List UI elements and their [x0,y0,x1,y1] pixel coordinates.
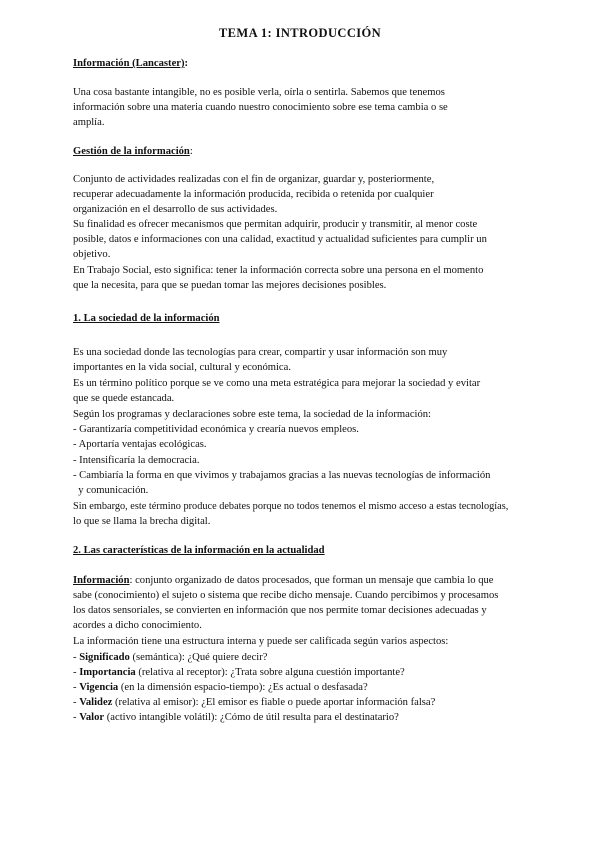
section1-bullet: y comunicación. [73,485,149,496]
section2-heading-text: 2. Las características de la información en la actualidad [73,545,325,556]
gestion-line: que la necesita, para que se puedan tomar las mejores decisiones posibles. [73,280,387,291]
gestion-heading-text: Gestión de la información [73,146,190,157]
gestion-line: En Trabajo Social, esto significa: tener la información correcta sobre una persona en el momento [73,265,484,276]
section1-line: que se quede estancada. [73,393,175,404]
section1-line: lo que se llama la brecha digital. [73,516,211,527]
section2-line: los datos sensoriales, se convierten en información que nos permite tomar decisiones adecuadas y [73,605,487,616]
gestion-line: Conjunto de actividades realizadas con el fin de organizar, guardar y, posteriormente, [73,174,435,185]
gestion-line: organización en el desarrollo de sus actividades. [73,204,278,215]
info-line: Una cosa bastante intangible, no es posible verla, oírla o sentirla. Sabemos que tenemos [73,87,445,98]
section1-heading [73,311,220,326]
definition-term: Información [73,575,130,586]
page-title: TEMA 1: INTRODUCCIÓN [218,26,382,40]
section2-line: acordes a dicho conocimiento. [73,620,202,631]
gestion-line: Su finalidad es ofrecer mecanismos que permitan adquirir, producir y transmitir, al menor coste [73,219,478,230]
section1-line: Sin embargo, este término produce debates porque no todos tenemos el mismo acceso a estas tecnologías, [73,501,509,512]
aspect-term: Importancia [79,667,136,678]
aspect-term: Validez [79,697,113,708]
section1-line: Es una sociedad donde las tecnologías para crear, compartir y usar información son muy [73,347,448,358]
aspect-item: - Significado (semántica): ¿Qué quiere decir? [73,652,268,663]
gestion-line: objetivo. [73,249,111,260]
aspect-term: Vigencia [79,682,119,693]
info-line: información sobre una materia cuando nuestro conocimiento sobre ese tema cambia o se [73,102,448,113]
section1-line: Es un término político porque se ve como una meta estratégica para mejorar la sociedad y evitar [73,378,481,389]
section2-intro: La información tiene una estructura interna y puede ser calificada según varios aspectos: [73,636,449,647]
aspect-item: - Importancia (relativa al receptor): ¿Trata sobre alguna cuestión importante? [73,667,405,678]
info-heading-text: Información (Lancaster) [73,58,185,69]
section1-bullet: - Aportaría ventajas ecológicas. [73,439,207,450]
section1-heading-text: 1. La sociedad de la información [73,313,220,324]
aspect-term: Significado [79,652,130,663]
aspect-item: - Valor (activo intangible volátil): ¿Cómo de útil resulta para el destinatario? [73,712,399,723]
aspect-term: Valor [79,712,105,723]
info-line: amplía. [73,117,105,128]
gestion-line: posible, datos e informaciones con una calidad, exactitud y actualidad suficientes para cumplir un [73,234,487,245]
section2-heading [73,543,325,558]
section1-line: Según los programas y declaraciones sobre este tema, la sociedad de la información: [73,409,431,420]
info-heading: Información (Lancaster): [73,58,189,69]
gestion-heading: Gestión de la información: [73,146,193,157]
gestion-line: recuperar adecuadamente la información producida, recibida o retenida por cualquier [73,189,434,200]
section1-line: importantes en la vida social, cultural y económica. [73,362,291,373]
section2-line: sabe (conocimiento) el sujeto o sistema que recibe dicho mensaje. Cuando percibimos y procesamos [73,590,499,601]
section1-bullet: - Cambiaría la forma en que vivimos y trabajamos gracias a las nuevas tecnologías de información [73,470,491,481]
aspect-item: - Vigencia (en la dimensión espacio-tiempo): ¿Es actual o desfasada? [73,682,368,693]
section2-definition: Información: conjunto organizado de datos procesados, que forman un mensaje que cambia lo que [73,575,494,586]
aspect-item: - Validez (relativa al emisor): ¿El emisor es fiable o puede aportar información falsa? [73,697,436,708]
section1-bullet: - Garantizaría competitividad económica y crearía nuevos empleos. [73,424,359,435]
section1-bullet: - Intensificaría la democracia. [73,455,200,466]
